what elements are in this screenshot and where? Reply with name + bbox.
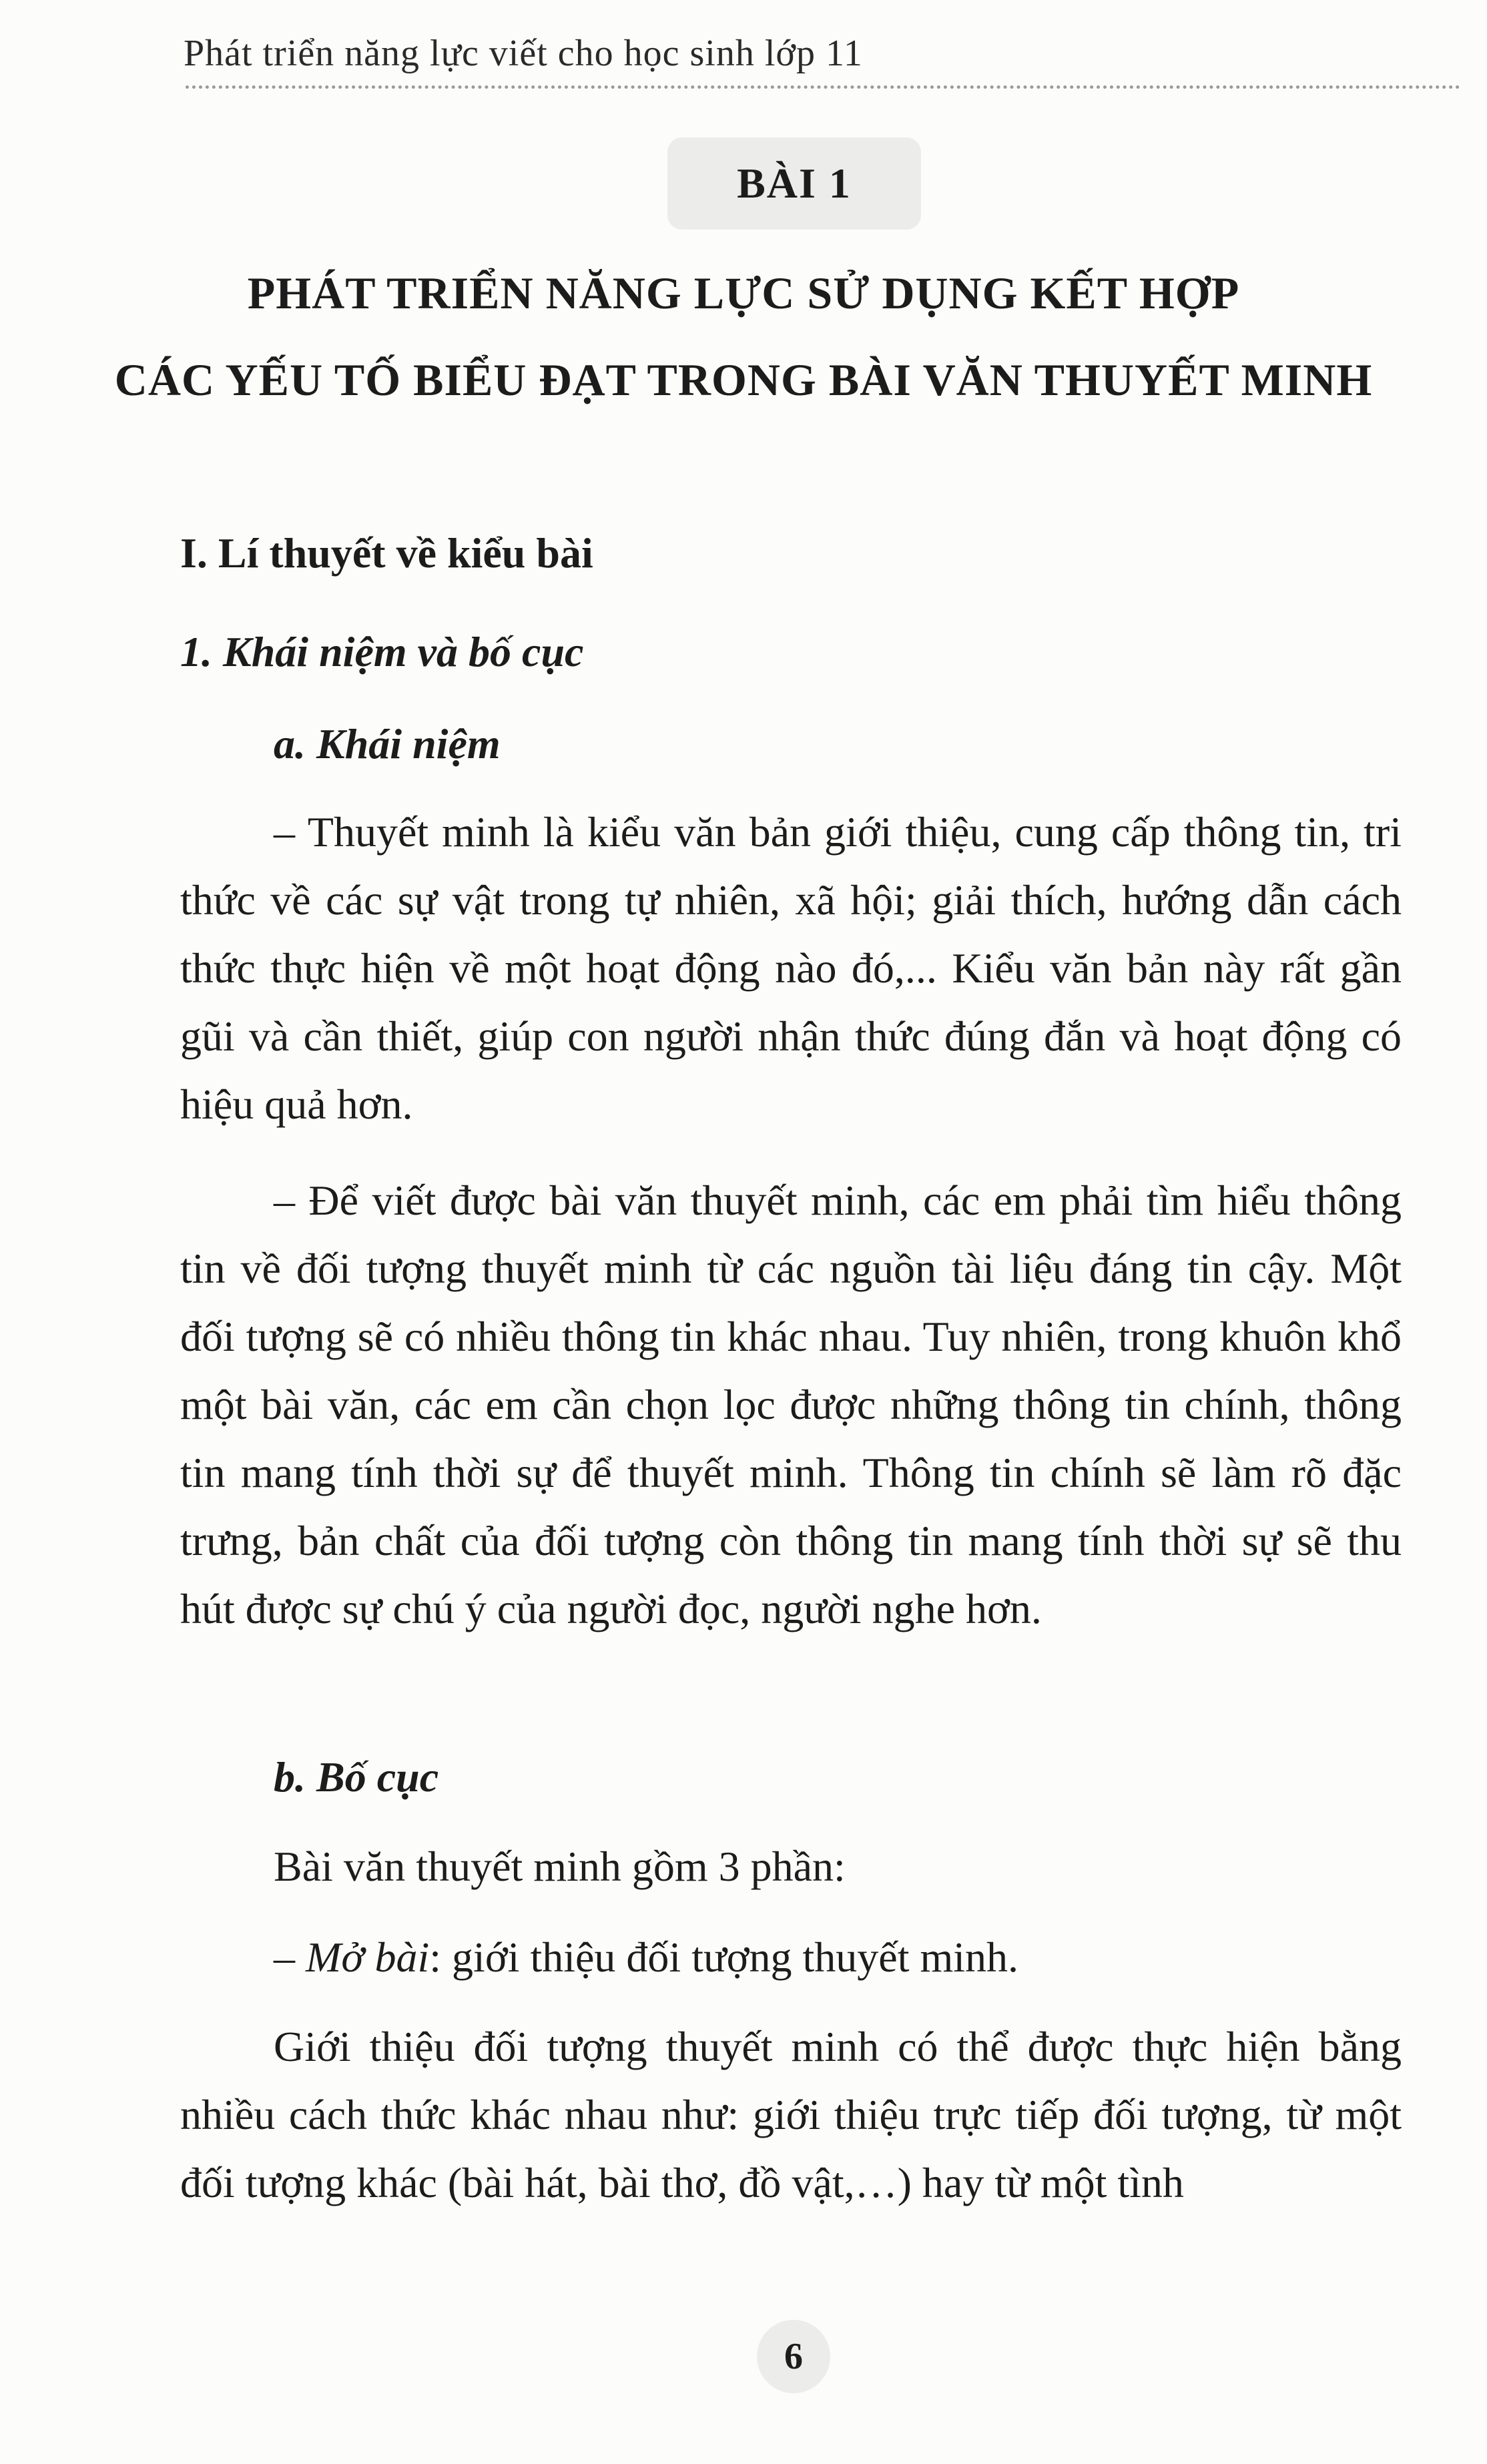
paragraph-definition: – Thuyết minh là kiểu văn bản giới thiệu, cung cấp thông tin, tri thức về các sự vật trong tự nhiên, xã hội; giải thích, hướng dẫn cách thức thực hiện về một hoạt động nào đó,... Kiểu văn bản này rất gần gũi và cần thiết, giúp con người nhận thức đúng đắn và hoạt động có hiệu quả hơn.: [180, 808, 1402, 1128]
opening-part-term: Mở bài: [306, 1933, 430, 1981]
subsection-heading: 1. Khái niệm và bố cục: [180, 628, 584, 675]
paragraph-structure-intro: Bài văn thuyết minh gồm 3 phần:: [274, 1843, 846, 1890]
part-a-heading: a. Khái niệm: [274, 720, 501, 767]
opening-part-description: : giới thiệu đối tượng thuyết minh.: [429, 1933, 1019, 1981]
paragraph-opening-part: [274, 1933, 1018, 1982]
running-header: Phát triển năng lực viết cho học sinh lớp 11: [184, 33, 863, 74]
lesson-title-line-1: PHÁT TRIỂN NĂNG LỰC SỬ DỤNG KẾT HỢP: [247, 268, 1240, 318]
lesson-label: BÀI 1: [737, 160, 852, 207]
header-divider: [186, 85, 1460, 89]
lesson-label-box: [667, 137, 921, 230]
paragraph-research: – Để viết được bài văn thuyết minh, các em phải tìm hiểu thông tin về đối tượng thuyết minh từ các nguồn tài liệu đáng tin cậy. Một đối tượng sẽ có nhiều thông tin khác nhau. Tuy nhiên, trong khuôn khổ một bài văn, các em cần chọn lọc được những thông tin chính, thông tin mang tính thời sự để thuyết minh. Thông tin chính sẽ làm rõ đặc trưng, bản chất của đối tượng còn thông tin mang tính thời sự sẽ thu hút được sự chú ý của người đọc, người nghe hơn.: [180, 1177, 1402, 1632]
dash-prefix: –: [274, 1933, 306, 1981]
lesson-title-line-2: CÁC YẾU TỐ BIỂU ĐẠT TRONG BÀI VĂN THUYẾT MINH: [114, 354, 1373, 405]
section-heading: I. Lí thuyết về kiểu bài: [180, 529, 593, 577]
page-number: 6: [757, 2320, 830, 2393]
paragraph-opening-methods: Giới thiệu đối tượng thuyết minh có thể được thực hiện bằng nhiều cách thức khác nhau như: giới thiệu trực tiếp đối tượng, từ một đối tượng khác (bài hát, bài thơ, đồ vật,…) hay từ một tình: [180, 2023, 1402, 2206]
part-b-heading: b. Bố cục: [274, 1753, 439, 1801]
